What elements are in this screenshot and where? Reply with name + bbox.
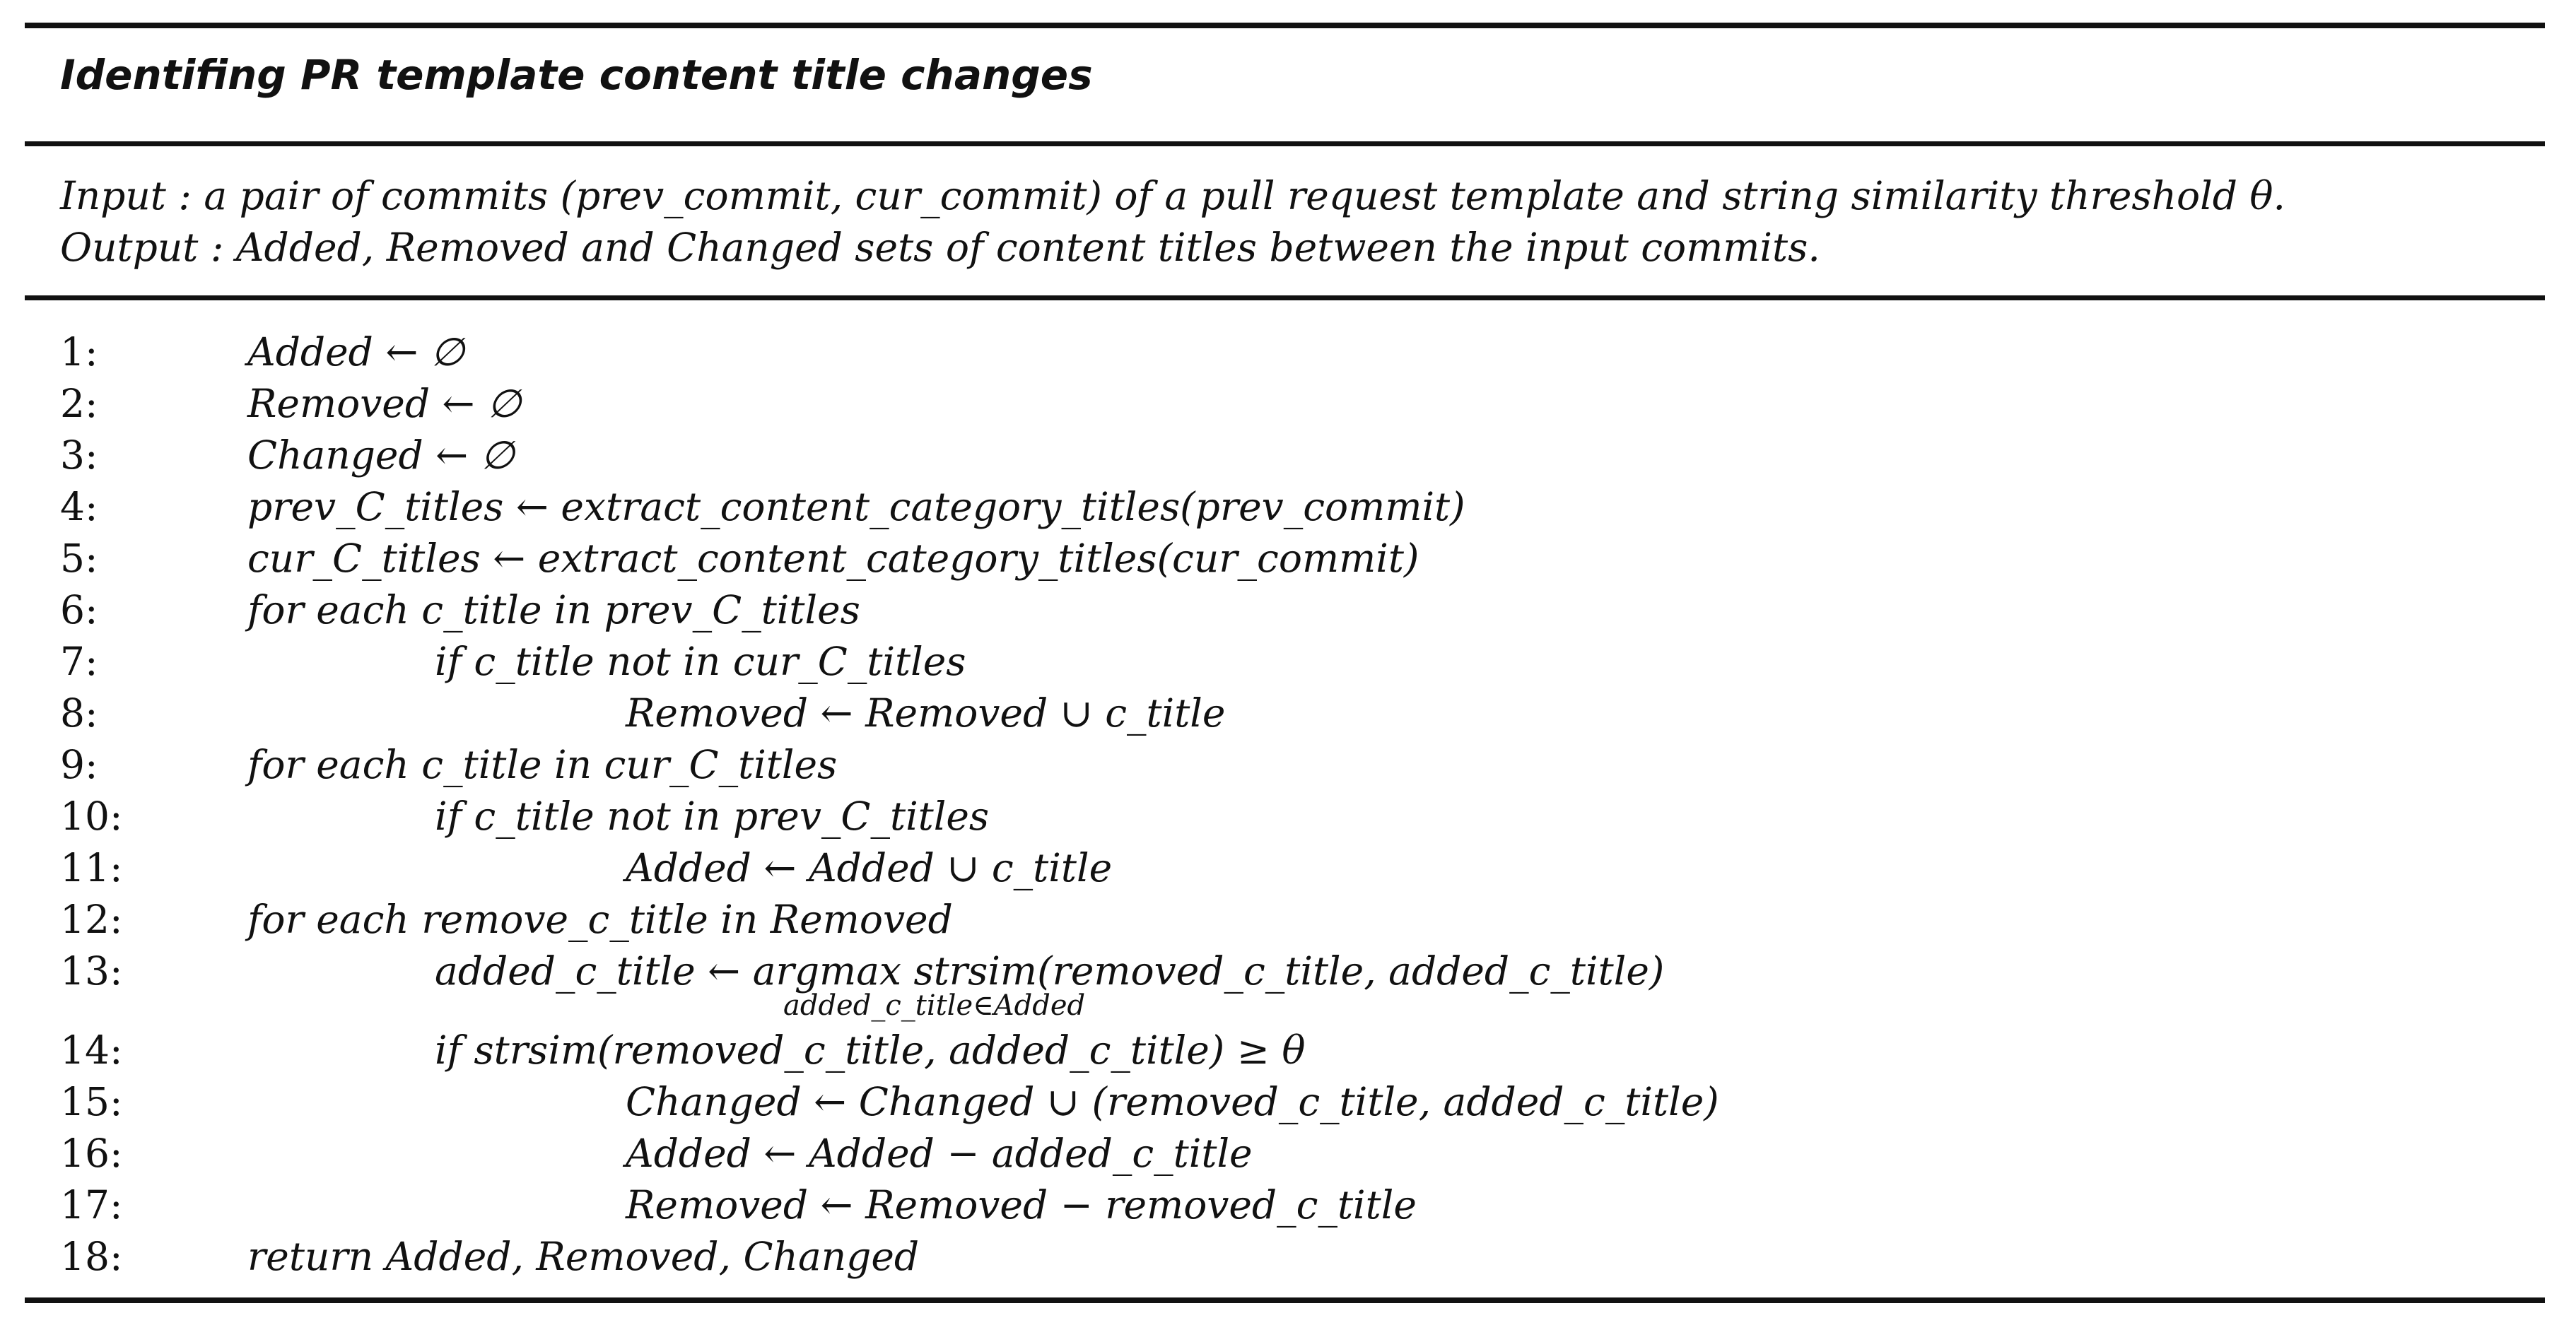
line-number: 2: (60, 381, 98, 426)
algorithm-line (60, 481, 2464, 533)
line-code: for each c_title in cur_C_titles (247, 742, 838, 787)
input-description: Input : a pair of commits (prev_commit, cur_commit) of a pull request template and string similarity threshold θ. (60, 173, 2285, 218)
line-code: added_c_title ← argmax strsim(removed_c_title, added_c_title) (435, 948, 1665, 994)
algorithm-line (60, 842, 2464, 894)
line-number: 8: (60, 690, 98, 736)
algorithm-line (60, 894, 2464, 946)
line-number: 15: (60, 1079, 123, 1124)
line-code: Removed ← Removed − removed_c_title (626, 1182, 1417, 1228)
line-code: if c_title not in cur_C_titles (435, 639, 966, 684)
argmax-subscript: added_c_title∈Added (783, 989, 1086, 1022)
algorithm-line (60, 430, 2464, 481)
output-description: Output : Added, Removed and Changed sets of content titles between the input commits. (60, 225, 1820, 270)
line-code: Added ← Added − added_c_title (626, 1131, 1253, 1176)
algorithm-line (60, 326, 2464, 378)
io-rule (25, 295, 2545, 300)
line-code: Added ← ∅ (247, 329, 464, 375)
line-number: 7: (60, 639, 98, 684)
line-code: Added ← Added ∪ c_title (626, 845, 1113, 890)
line-code: if c_title not in prev_C_titles (435, 794, 990, 839)
line-number: 11: (60, 845, 123, 890)
line-number: 16: (60, 1131, 123, 1176)
algorithm-line (60, 636, 2464, 688)
algorithm-line (60, 791, 2464, 842)
line-code: cur_C_titles ← extract_content_category_titles(cur_commit) (247, 536, 1419, 581)
algorithm-title: Identifing PR template content title changes (60, 51, 1093, 99)
algorithm-line (60, 1179, 2464, 1231)
algorithm-line (60, 533, 2464, 584)
line-number: 5: (60, 536, 98, 581)
line-code: if strsim(removed_c_title, added_c_title) ≥ θ (435, 1028, 1306, 1073)
algorithm-line (60, 378, 2464, 430)
algorithm-line (60, 1025, 2464, 1076)
line-code: return Added, Removed, Changed (247, 1234, 920, 1279)
line-number: 10: (60, 794, 123, 839)
line-number: 12: (60, 897, 123, 942)
algorithm-line (60, 1076, 2464, 1128)
line-number: 6: (60, 587, 98, 632)
line-code: Removed ← Removed ∪ c_title (626, 690, 1226, 736)
algorithm-line (60, 946, 2464, 997)
line-number: 14: (60, 1028, 123, 1073)
algorithm-line (60, 1231, 2464, 1283)
line-number: 18: (60, 1234, 123, 1279)
top-rule (25, 23, 2545, 28)
line-number: 4: (60, 484, 98, 529)
line-code: Changed ← ∅ (247, 432, 515, 478)
algorithm-line (60, 688, 2464, 739)
line-code: prev_C_titles ← extract_content_category_titles(prev_commit) (247, 484, 1465, 529)
line-number: 1: (60, 329, 98, 375)
line-code: Removed ← ∅ (247, 381, 522, 426)
line-number: 9: (60, 742, 98, 787)
line-number: 17: (60, 1182, 123, 1228)
line-code: for each remove_c_title in Removed (247, 897, 953, 942)
bottom-rule (25, 1297, 2545, 1303)
algorithm-line (60, 739, 2464, 791)
line-number: 3: (60, 432, 98, 478)
line-number: 13: (60, 948, 123, 994)
algorithm-line (60, 584, 2464, 636)
header-rule (25, 141, 2545, 146)
algorithm-line (60, 1128, 2464, 1179)
line-code: for each c_title in prev_C_titles (247, 587, 860, 632)
line-code: Changed ← Changed ∪ (removed_c_title, added_c_title) (626, 1079, 1719, 1124)
